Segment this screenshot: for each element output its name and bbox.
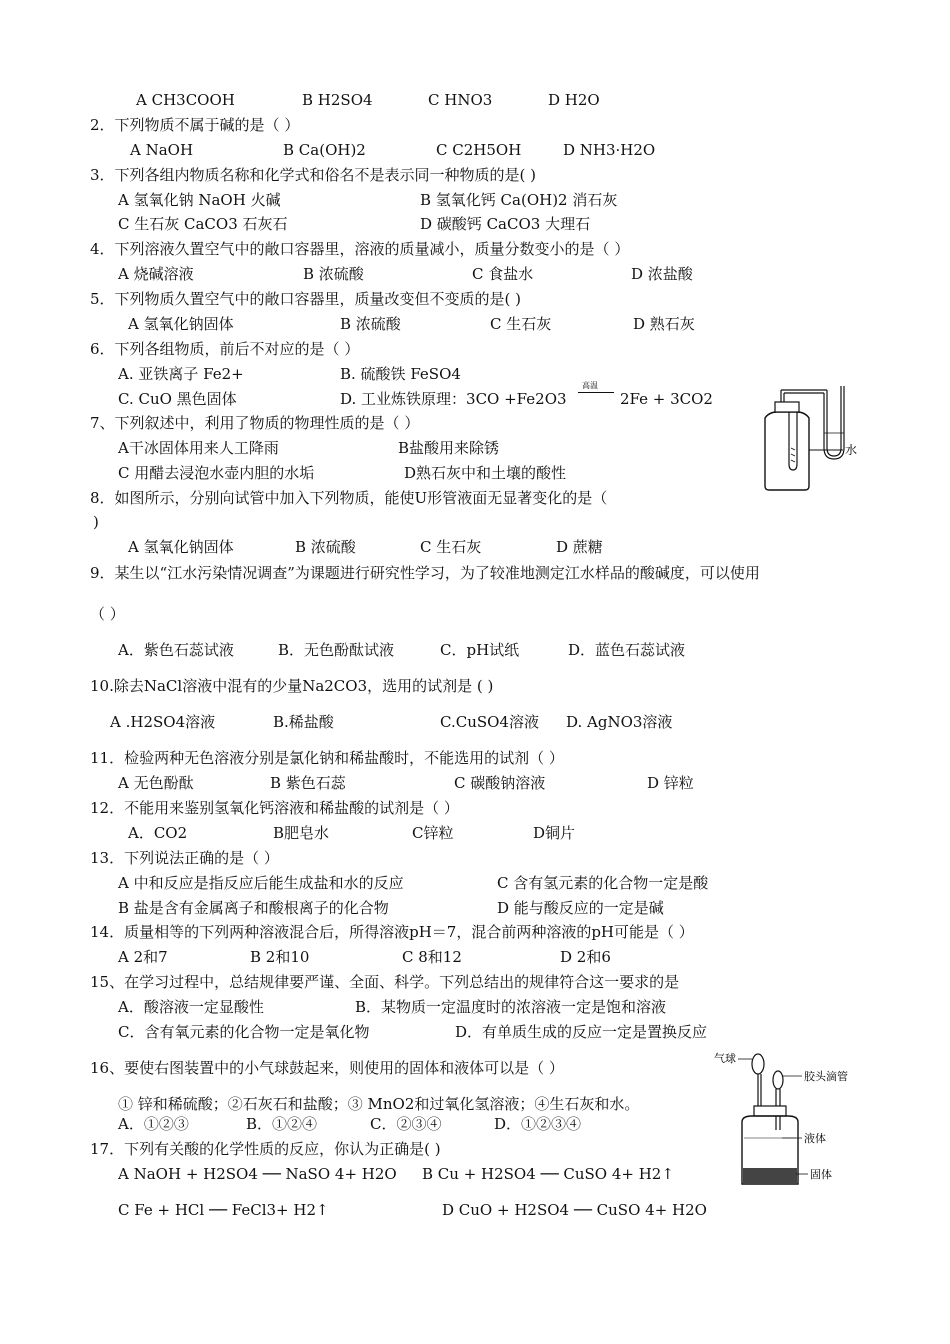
q2-stem: 2．下列物质不属于碱的是（ ） — [90, 116, 300, 134]
q16-option-a: A．①②③ — [118, 1115, 189, 1133]
q11-option-c: C 碳酸钠溶液 — [454, 774, 546, 792]
q14-option-b: B 2和10 — [250, 948, 310, 966]
q6-option-a: A. 亚铁离子 Fe2+ — [118, 365, 244, 383]
q1-option-b: B H2SO4 — [302, 91, 373, 109]
q2-option-a: A NaOH — [130, 141, 194, 159]
q1-option-d: D H2O — [548, 91, 600, 109]
q5-option-d: D 熟石灰 — [633, 315, 695, 333]
q15-option-c: C．含有氧元素的化合物一定是氧化物 — [118, 1023, 370, 1041]
q6-reaction-condition: 高温 — [582, 381, 598, 390]
q16-stem: 16、要使右图装置中的小气球鼓起来，则使用的固体和液体可以是（ ） — [90, 1059, 564, 1077]
q14-stem: 14．质量相等的下列两种溶液混合后，所得溶液pH＝7，混合前两种溶液的pH可能是（ ） — [90, 923, 694, 941]
q3-stem: 3．下列各组内物质名称和化学式和俗名不是表示同一种物质的是( ) — [90, 166, 537, 184]
q10-option-c: C.CuSO4溶液 — [440, 713, 539, 731]
q10-stem: 10.除去NaCl溶液中混有的少量Na2CO3，选用的试剂是 ( ) — [90, 677, 494, 695]
q13-stem: 13．下列说法正确的是（ ） — [90, 849, 279, 867]
q12-stem: 12．不能用来鉴别氢氧化钙溶液和稀盐酸的试剂是（ ） — [90, 799, 459, 817]
q17-option-c: C Fe + HCl ── FeCl3+ H2↑ — [118, 1201, 329, 1219]
q17-option-a: A NaOH + H2SO4 ── NaSO 4+ H2O — [118, 1165, 397, 1183]
q17-option-d: D CuO + H2SO4 ── CuSO 4+ H2O — [442, 1201, 707, 1219]
liquid-label: 液体 — [804, 1132, 826, 1145]
q2-option-d: D NH3·H2O — [563, 141, 656, 159]
q11-option-b: B 紫色石蕊 — [270, 774, 346, 792]
q11-option-d: D 锌粒 — [647, 774, 694, 792]
q9-option-b: B．无色酚酞试液 — [278, 641, 395, 659]
q4-option-c: C 食盐水 — [472, 265, 534, 283]
q15-option-d: D．有单质生成的反应一定是置换反应 — [455, 1023, 708, 1041]
q7-option-a: A干冰固体用来人工降雨 — [118, 439, 279, 457]
q5-option-c: C 生石灰 — [490, 315, 552, 333]
q8-option-a: A 氢氧化钠固体 — [128, 538, 234, 556]
q8-stem-cont: ) — [93, 513, 99, 531]
q9-stem: 9．某生以“江水污染情况调查”为课题进行研究性学习，为了较准地测定江水样品的酸碱度，可以使用 — [90, 564, 760, 582]
q16-substances: ① 锌和稀硫酸；②石灰石和盐酸；③ MnO2和过氧化氢溶液；④生石灰和水。 — [118, 1095, 640, 1113]
q1-option-c: C HNO3 — [428, 91, 493, 109]
balloon-label: 气球 — [714, 1052, 736, 1065]
q4-option-d: D 浓盐酸 — [631, 265, 693, 283]
q8-option-d: D 蔗糖 — [556, 538, 603, 556]
q1-option-a: A CH3COOH — [136, 91, 235, 109]
q4-option-b: B 浓硫酸 — [303, 265, 364, 283]
q6-reaction-products: 2Fe + 3CO2 — [620, 390, 713, 408]
q9-option-a: A．紫色石蕊试液 — [118, 641, 234, 659]
q9-option-d: D．蓝色石蕊试液 — [568, 641, 686, 659]
q16-option-d: D．①②③④ — [494, 1115, 582, 1133]
q7-stem: 7、下列叙述中，利用了物质的物理性质的是（ ） — [90, 414, 420, 432]
q12-option-c: C锌粒 — [412, 824, 454, 842]
q5-option-a: A 氢氧化钠固体 — [128, 315, 234, 333]
q12-option-b: B肥皂水 — [273, 824, 330, 842]
q11-option-a: A 无色酚酞 — [118, 774, 194, 792]
solid-label: 固体 — [810, 1168, 832, 1181]
q4-stem: 4．下列溶液久置空气中的敞口容器里，溶液的质量减小，质量分数变小的是（ ） — [90, 240, 630, 258]
q14-option-a: A 2和7 — [118, 948, 168, 966]
q16-option-b: B．①②④ — [246, 1115, 318, 1133]
q3-option-c: C 生石灰 CaCO3 石灰石 — [118, 215, 288, 233]
q7-option-b: B盐酸用来除锈 — [398, 439, 500, 457]
q6-option-b: B. 硫酸铁 FeSO4 — [340, 365, 461, 383]
q10-option-d: D. AgNO3溶液 — [566, 713, 673, 731]
q10-option-a: A .H2SO4溶液 — [110, 713, 216, 731]
q3-option-a: A 氢氧化钠 NaOH 火碱 — [118, 191, 281, 209]
q12-option-d: D铜片 — [533, 824, 576, 842]
q11-stem: 11．检验两种无色溶液分别是氯化钠和稀盐酸时，不能选用的试剂（ ） — [90, 749, 564, 767]
q6-stem: 6．下列各组物质，前后不对应的是（ ） — [90, 340, 360, 358]
q5-option-b: B 浓硫酸 — [340, 315, 401, 333]
q7-option-d: D熟石灰中和土壤的酸性 — [404, 464, 567, 482]
dropper-label: 胶头滴管 — [804, 1070, 848, 1083]
q6-option-d: D. 工业炼铁原理：3CO +Fe2O3 — [340, 390, 567, 408]
q14-option-c: C 8和12 — [402, 948, 462, 966]
q4-option-a: A 烧碱溶液 — [118, 265, 194, 283]
q12-option-a: A．CO2 — [128, 824, 188, 842]
balloon-apparatus-figure — [712, 1050, 862, 1190]
q6-option-c: C. CuO 黑色固体 — [118, 390, 237, 408]
q13-option-c: C 含有氢元素的化合物一定是酸 — [497, 874, 709, 892]
q15-option-a: A．酸溶液一定显酸性 — [118, 998, 264, 1016]
q14-option-d: D 2和6 — [560, 948, 611, 966]
q9-option-c: C．pH试纸 — [440, 641, 520, 659]
q17-option-b: B Cu + H2SO4 ── CuSO 4+ H2↑ — [422, 1165, 674, 1183]
q2-option-c: C C2H5OH — [436, 141, 522, 159]
q10-option-b: B.稀盐酸 — [273, 713, 334, 731]
q3-option-b: B 氢氧化钙 Ca(OH)2 消石灰 — [420, 191, 618, 209]
q8-stem: 8．如图所示，分别向试管中加入下列物质，能使U形管液面无显著变化的是（ — [90, 489, 608, 507]
u-tube-apparatus-figure — [745, 378, 860, 493]
q13-option-a: A 中和反应是指反应后能生成盐和水的反应 — [118, 874, 404, 892]
q15-stem: 15、在学习过程中，总结规律要严谨、全面、科学。下列总结出的规律符合这一要求的是 — [90, 973, 680, 991]
q13-option-b: B 盐是含有金属离子和酸根离子的化合物 — [118, 899, 389, 917]
q8-option-c: C 生石灰 — [420, 538, 482, 556]
q3-option-d: D 碳酸钙 CaCO3 大理石 — [420, 215, 591, 233]
u-tube-water-label: 水 — [845, 443, 858, 457]
q5-stem: 5．下列物质久置空气中的敞口容器里，质量改变但不变质的是( ) — [90, 290, 522, 308]
q7-option-c: C 用醋去浸泡水壶内胆的水垢 — [118, 464, 315, 482]
q9-stem-cont: （ ） — [90, 605, 125, 623]
q17-stem: 17．下列有关酸的化学性质的反应，你认为正确是( ) — [90, 1140, 441, 1158]
q15-option-b: B．某物质一定温度时的浓溶液一定是饱和溶液 — [355, 998, 667, 1016]
q6-reaction-arrow — [578, 392, 614, 393]
q13-option-d: D 能与酸反应的一定是碱 — [497, 899, 664, 917]
q16-option-c: C．②③④ — [370, 1115, 442, 1133]
q2-option-b: B Ca(OH)2 — [283, 141, 366, 159]
q8-option-b: B 浓硫酸 — [295, 538, 356, 556]
